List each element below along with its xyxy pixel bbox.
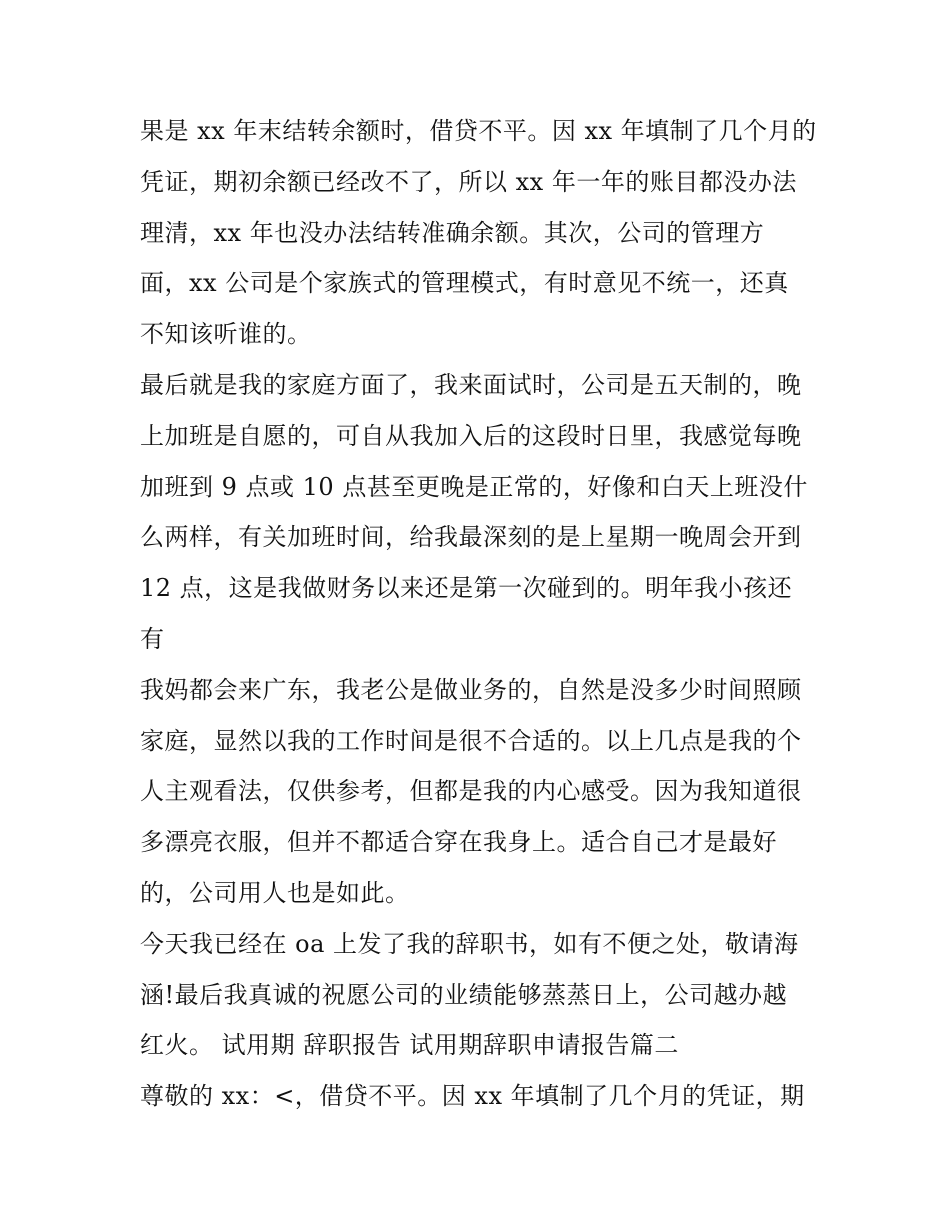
text-line: 理清，xx 年也没办法结转准确余额。其次，公司的管理方	[140, 218, 765, 247]
text-line: 有	[140, 624, 165, 653]
text-line: 不知该听谁的。	[140, 320, 312, 349]
text-line: 么两样，有关加班时间，给我最深刻的是上星期一晚周会开到	[140, 523, 802, 552]
text-line: 凭证，期初余额已经改不了，所以 xx 年一年的账目都没办法	[140, 167, 797, 196]
text-line: 涵!最后我真诚的祝愿公司的业绩能够蒸蒸日上，公司越办越	[140, 980, 788, 1009]
text-line: 多漂亮衣服，但并不都适合穿在我身上。适合自己才是最好	[140, 828, 777, 857]
text-line: 12 点，这是我做财务以来还是第一次碰到的。明年我小孩还	[140, 574, 793, 603]
text-line: 红火。 试用期 辞职报告 试用期辞职申请报告篇二	[140, 1031, 679, 1060]
text-line: 今天我已经在 oa 上发了我的辞职书，如有不便之处，敬请海	[140, 929, 799, 958]
text-line: 尊敬的 xx：<，借贷不平。因 xx 年填制了几个月的凭证，期	[140, 1082, 805, 1111]
text-line: 上加班是自愿的，可自从我加入后的这段时日里，我感觉每晚	[140, 421, 802, 450]
text-line: 家庭，显然以我的工作时间是很不合适的。以上几点是我的个	[140, 726, 802, 755]
text-line: 人主观看法，仅供参考，但都是我的内心感受。因为我知道很	[140, 777, 802, 806]
text-line: 加班到 9 点或 10 点甚至更晚是正常的，好像和白天上班没什	[140, 472, 808, 501]
text-line: 我妈都会来广东，我老公是做业务的，自然是没多少时间照顾	[140, 675, 802, 704]
document-body	[140, 106, 820, 1122]
text-line: 最后就是我的家庭方面了，我来面试时，公司是五天制的，晚	[140, 370, 802, 399]
text-line: 的，公司用人也是如此。	[140, 878, 410, 907]
text-line: 面，xx 公司是个家族式的管理模式，有时意见不统一，还真	[140, 269, 789, 298]
text-line: 果是 xx 年末结转余额时，借贷不平。因 xx 年填制了几个月的	[140, 117, 817, 145]
